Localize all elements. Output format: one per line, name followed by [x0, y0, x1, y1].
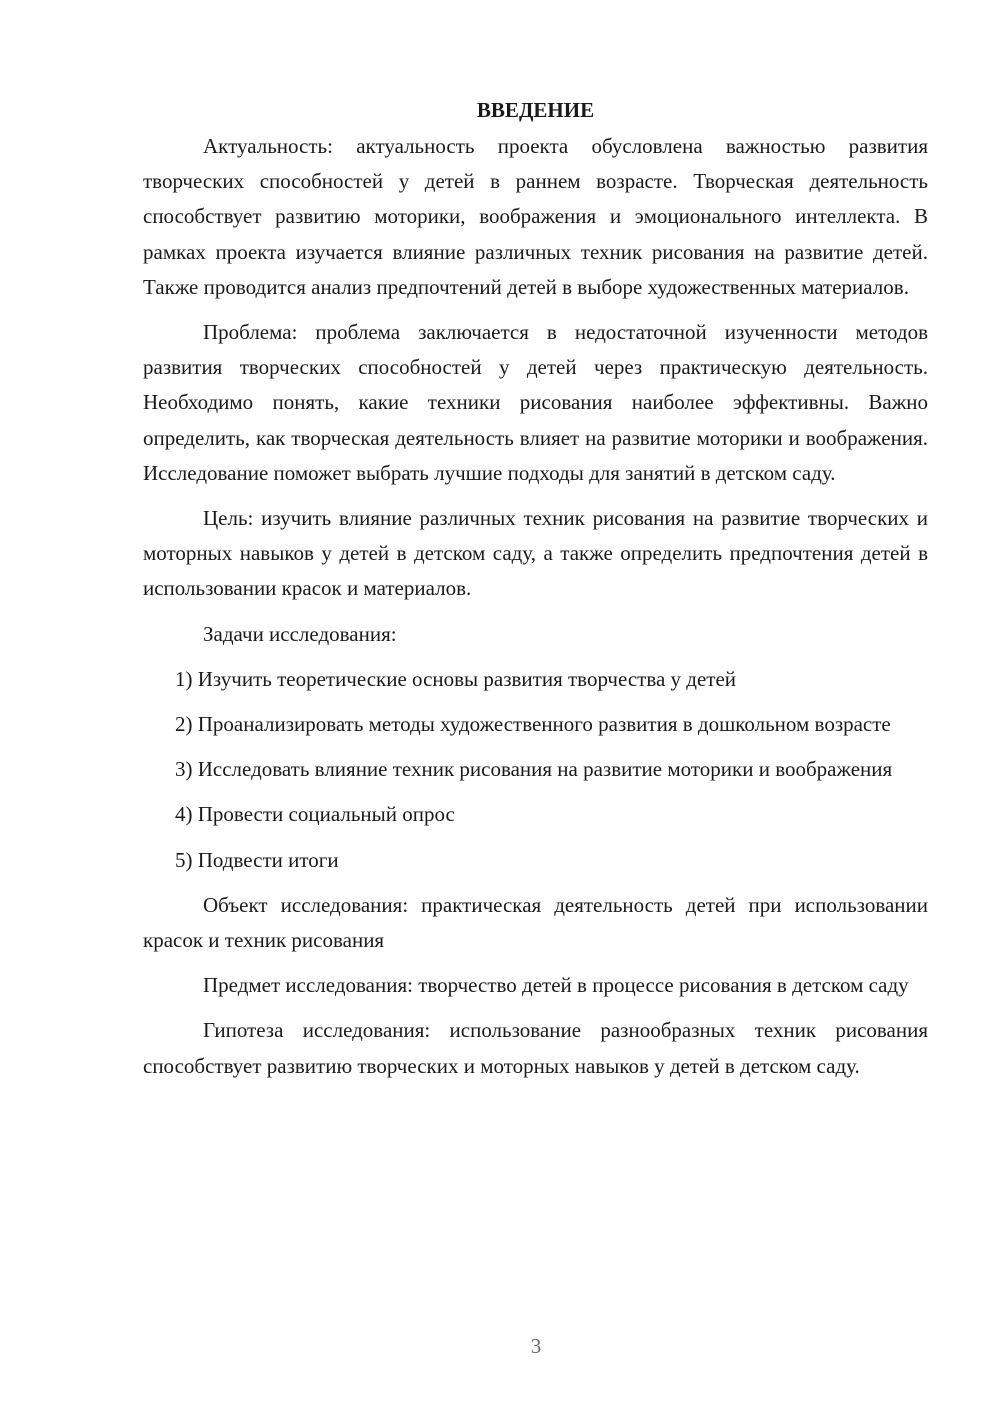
document-page — [143, 92, 928, 1084]
task-item-2: 2) Проанализировать методы художественного развития в дошкольном возрасте — [175, 712, 891, 737]
paragraph-tasks-heading: Задачи исследования: — [203, 621, 397, 646]
paragraph-subject: Предмет исследования: творчество детей в процессе рисования в детском саду — [203, 973, 909, 998]
section-title: ВВЕДЕНИЕ — [476, 98, 595, 122]
paragraph-relevance: Актуальность: актуальность проекта обусловлена важностью развития творческих способностей у детей в раннем возрасте. Творческая деятельность способствует развитию моторики, воображения и эмоционального интеллекта. В рамках проекта изучается влияние различных техник рисования на развитие детей. Также проводится анализ предпочтений детей в выборе художественных материалов. — [143, 134, 928, 299]
task-item-5: 5) Подвести итоги — [175, 847, 339, 872]
page-number: 3 — [530, 1334, 542, 1358]
task-item-3: 3) Исследовать влияние техник рисования на развитие моторики и воображения — [175, 757, 893, 782]
task-item-4: 4) Провести социальный опрос — [175, 802, 455, 827]
paragraph-problem: Проблема: проблема заключается в недостаточной изученности методов развития творческих способностей у детей через практическую деятельность. Необходимо понять, какие техники рисования наиболее эффективны. Важно определить, как творческая деятельность влияет на развитие моторики и воображения. Исследование поможет выбрать лучшие подходы для занятий в детском саду. — [143, 320, 928, 485]
task-item-1: 1) Изучить теоретические основы развития творчества у детей — [175, 666, 737, 691]
paragraph-hypothesis: Гипотеза исследования: использование разнообразных техник рисования способствует развитию творческих и моторных навыков у детей в детском саду. — [143, 1018, 928, 1078]
paragraph-goal: Цель: изучить влияние различных техник рисования на развитие творческих и моторных навыков у детей в детском саду, а также определить предпочтения детей в использовании красок и материалов. — [143, 506, 928, 601]
paragraph-object: Объект исследования: практическая деятельность детей при использовании красок и техник рисования — [143, 892, 928, 953]
